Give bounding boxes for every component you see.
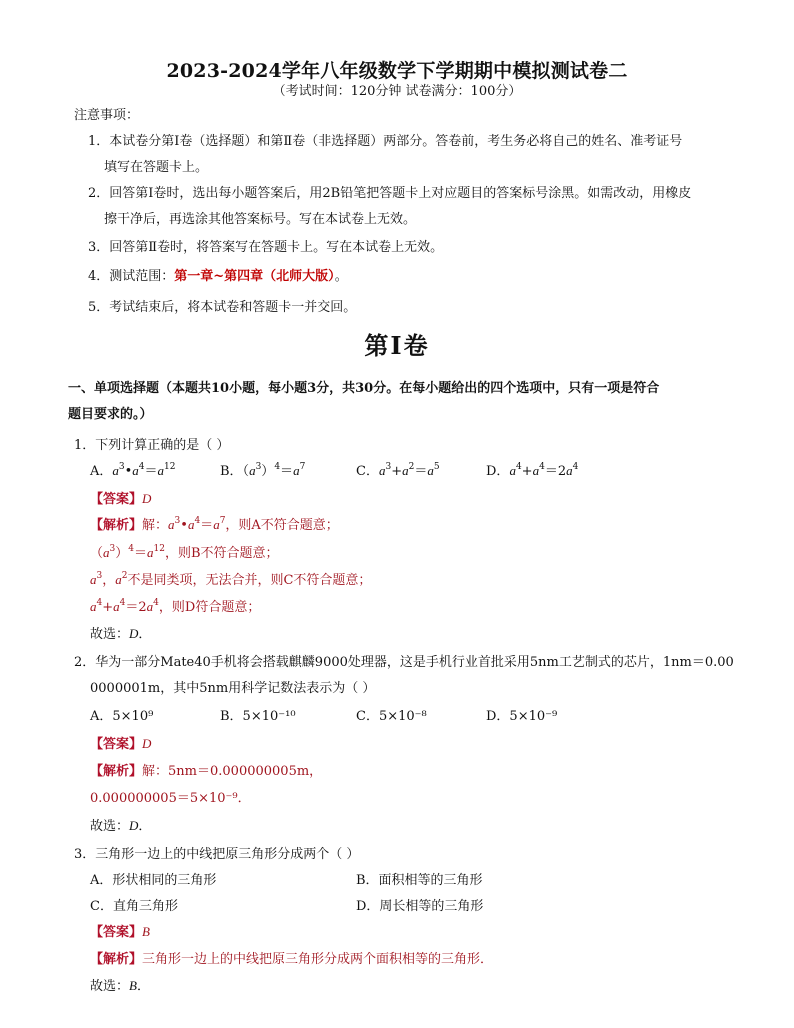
- notice-item-3: 3．回答第Ⅱ卷时，将答案写在答题卡上。写在本试卷上无效。: [88, 240, 444, 255]
- q3-option-d: D．周长相等的三角形: [356, 899, 484, 914]
- q1-analysis-c: $a^3$，$a^2$不是同类项，无法合并，则C不符合题意；: [90, 571, 372, 588]
- section-heading-cont: 题目要求的。）: [68, 407, 153, 422]
- volume-heading: 第Ⅰ卷: [364, 331, 430, 360]
- q3-analysis: 【解析】三角形一边上的中线把原三角形分成两个面积相等的三角形．: [90, 952, 494, 967]
- q2-stem: 2．华为一部分Mate40手机将会搭载麒麟9000处理器，这是手机行业首批采用5nm工艺制式的芯片，1nm＝0.00: [74, 655, 734, 670]
- q1-option-d: D．$a^4+a^4=2a^4$: [486, 462, 579, 479]
- q1-answer: 【答案】D: [90, 491, 152, 507]
- q3-choose: 故选：B．: [90, 978, 150, 994]
- q1-stem: 1．下列计算正确的是（ ）: [74, 438, 230, 453]
- notice-item-1-cont: 填写在答题卡上。: [104, 160, 209, 175]
- notice-item-2: 2．回答第Ⅰ卷时，选出每小题答案后，用2B铅笔把答题卡上对应题目的答案标号涂黑。如需改动，用橡皮: [88, 186, 692, 201]
- exam-info: （考试时间：120分钟 试卷满分：100分）: [272, 84, 522, 99]
- q2-analysis-2: 0.000000005＝5×10⁻⁹．: [90, 791, 251, 806]
- notice-item-2-cont: 擦干净后，再选涂其他答案标号。写在本试卷上无效。: [104, 212, 417, 227]
- notice-item-1: 1．本试卷分第Ⅰ卷（选择题）和第Ⅱ卷（非选择题）两部分。答卷前，考生务必将自己的姓名、准考证号: [88, 134, 683, 149]
- q2-option-b: B．5×10⁻¹⁰: [220, 709, 296, 724]
- q1-analysis-a: 【解析】解：$a^3•a^4=a^7$，则A不符合题意；: [90, 516, 339, 533]
- q2-option-a: A．5×10⁹: [90, 709, 154, 724]
- q1-option-a: A．$a^3•a^4=a^{12}$: [90, 462, 176, 479]
- page-title: 2023-2024学年八年级数学下学期期中模拟测试卷二: [166, 60, 628, 82]
- q1-option-b: B．$(a^3)^4=a^7$: [220, 462, 306, 479]
- q3-option-b: B．面积相等的三角形: [356, 873, 483, 888]
- q3-option-a: A．形状相同的三角形: [90, 873, 217, 888]
- notice-item-4: 4．测试范围：第一章~第四章（北师大版）。: [88, 269, 348, 284]
- q1-analysis-d: $a^4+a^4=2a^4$，则D符合题意；: [90, 598, 261, 615]
- q2-stem-cont: 0000001m，其中5nm用科学记数法表示为（ ）: [90, 681, 376, 696]
- q1-choose: 故选：D．: [90, 626, 152, 642]
- q2-option-d: D．5×10⁻⁹: [486, 709, 558, 724]
- q1-analysis-b: $(a^3)^4=a^{12}$，则B不符合题意；: [90, 544, 279, 561]
- q2-answer: 【答案】D: [90, 736, 152, 752]
- test-range: 第一章~第四章（北师大版）: [174, 269, 335, 284]
- q3-option-c: C．直角三角形: [90, 899, 178, 914]
- notice-heading: 注意事项：: [74, 108, 140, 123]
- q2-option-c: C．5×10⁻⁸: [356, 709, 427, 724]
- q1-option-c: C．$a^3+a^2=a^5$: [356, 462, 440, 479]
- q3-stem: 3．三角形一边上的中线把原三角形分成两个（ ）: [74, 847, 360, 862]
- q2-choose: 故选：D．: [90, 818, 152, 834]
- q2-analysis-1: 【解析】解：5nm＝0.000000005m，: [90, 764, 323, 779]
- q3-answer: 【答案】B: [90, 924, 150, 940]
- notice-item-5: 5．考试结束后，将本试卷和答题卡一并交回。: [88, 300, 357, 315]
- section-heading: 一、单项选择题（本题共10小题，每小题3分，共30分。在每小题给出的四个选项中，只有一项是符合: [68, 381, 660, 396]
